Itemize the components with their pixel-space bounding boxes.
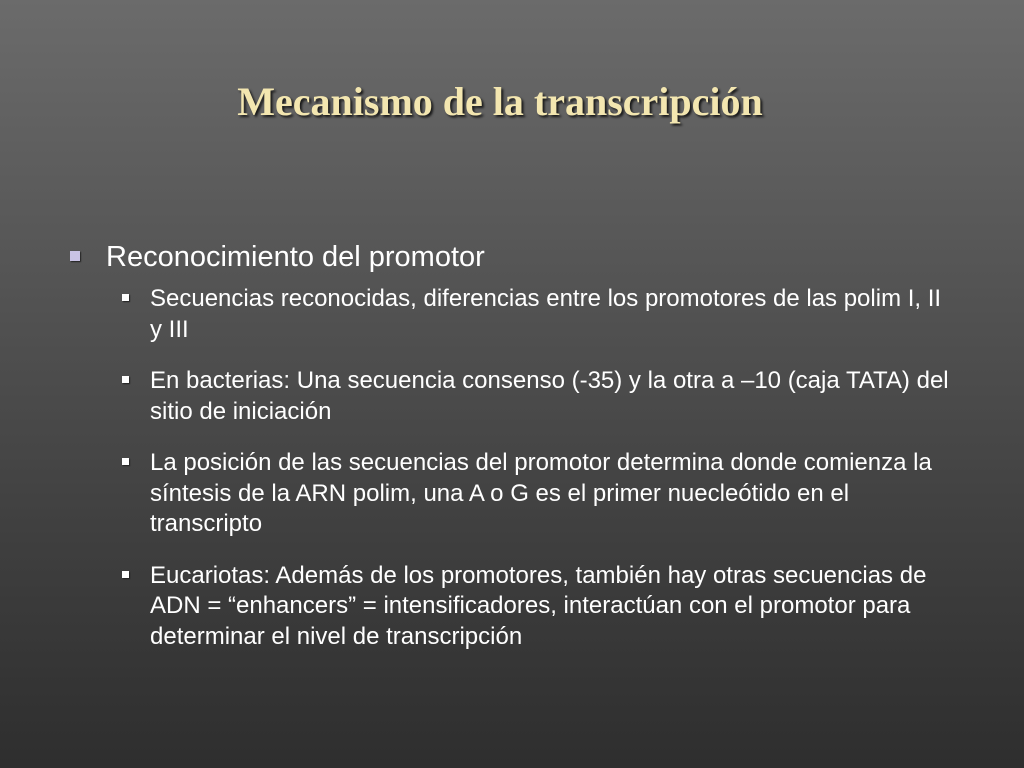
bullet-text: Reconocimiento del promotor [106, 241, 485, 273]
sub-bullet-item [70, 366, 950, 427]
square-bullet-icon [122, 376, 129, 383]
sub-bullet-list [70, 284, 950, 652]
sub-bullet-text: Secuencias reconocidas, diferencias entre los promotores de las polim I, II y III [150, 285, 942, 343]
sub-bullet-container [70, 284, 950, 652]
sub-bullet-text: En bacterias: Una secuencia consenso (-35) y la otra a –10 (caja TATA) del sitio de iniciación [150, 367, 949, 425]
sub-bullet-text: La posición de las secuencias del promotor determina donde comienza la síntesis de la ARN polim, una A o G es el primer nuecleótido en el transcripto [150, 449, 932, 537]
sub-bullet-text: Eucariotas: Además de los promotores, también hay otras secuencias de ADN = “enhancers” = intensificadores, interactúan con el promotor para determinar el nivel de transcripción [150, 561, 927, 650]
square-bullet-icon [70, 251, 80, 261]
square-bullet-icon [122, 294, 129, 301]
sub-bullet-item [70, 561, 950, 653]
slide-title: Mecanismo de la transcripción [237, 79, 763, 124]
bullet-item [70, 240, 950, 274]
square-bullet-icon [122, 571, 129, 578]
sub-bullet-item [70, 284, 950, 345]
square-bullet-icon [122, 458, 129, 465]
bullet-list [70, 240, 950, 673]
sub-bullet-item [70, 448, 950, 540]
